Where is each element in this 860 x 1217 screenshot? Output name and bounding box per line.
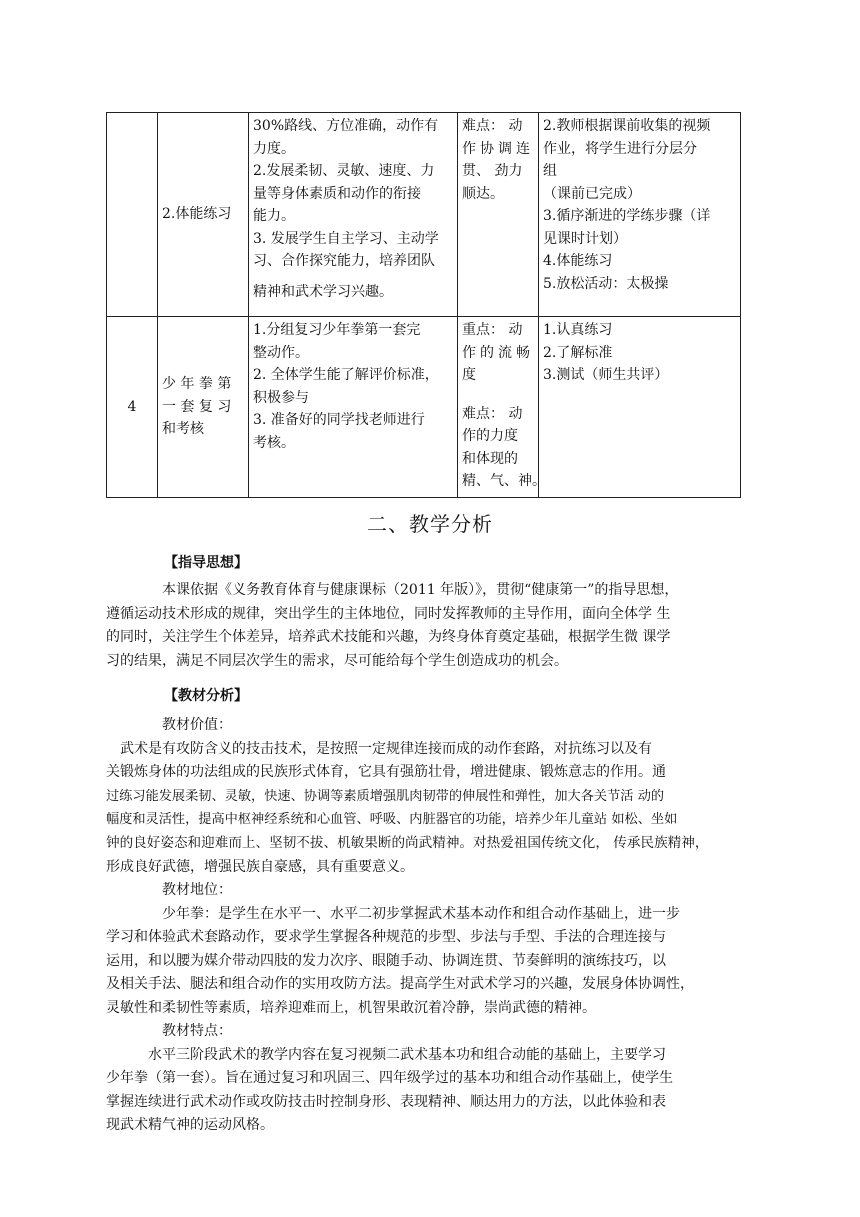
row-methods: 2.教师根据课前收集的视频 作业，将学生进行分层分 组 （课前已完成） 3.循序渐进的学练步骤（详 见课时计划） 4.体能练习 5.放松活动：太极操 <box>539 113 741 317</box>
row-methods: 1.认真练习 2.了解标准 3.测试（师生共评） <box>539 317 741 498</box>
table-row <box>107 113 741 317</box>
material-position: 教材地位： 少年拳：是学生在水平一、水平二初步掌握武术基本动作和组合动作基础上，进一步 学习和体验武术套路动作，要求学生掌握各种规范的步型、步法与手型、手法的合理连接与 运用，和以腰为媒介带动四肢的发力次序、眼随手动、协调连贯、节奏鲜明的演练技巧，以 及相关手法、腿法和组合动作的实用攻防方法。提高学生对武术学习的兴趣，发展身体协调性， 灵敏性和柔韧性等素质，培养迎难而上，机智果敢沉着冷静，崇尚武德的精神。 <box>106 882 694 1016</box>
material-feature: 教材特点： 水平三阶段武术的教学内容在复习视频二武术基本功和组合动能的基础上，主要学习 少年拳（第一套）。旨在通过复习和巩固三、四年级学过的基本功和组合动作基础上，使学生 掌握连续进行武术动作或攻防技击时控制身形、表现精神、顺达用力的方法，以此体验和表 现武术精气神的运动风格。 <box>106 1023 673 1134</box>
material-heading: 【教材分析】 <box>164 688 248 704</box>
row-number: 4 <box>107 317 158 498</box>
row-content-name: 2.体能练习 <box>158 113 249 317</box>
row-goals: 30%路线、方位准确，动作有 力度。 2.发展柔韧、灵敏、速度、力 量等身体素质和动作的衔接 能力。 3. 发展学生自主学习、主动学 习、合作探究能力，培养团队 精神和武术学习兴趣。 <box>249 113 458 317</box>
material-value: 教材价值： 武术是有攻防含义的技击技术，是按照一定规律连接而成的动作套路，对抗练习以及有 关锻炼身体的功法组成的民族形式体育，它具有强筋壮骨，增进健康、锻炼意志的作用。通 过练习能发展柔韧、灵敏，快速、协调等素质增强肌肉韧带的伸展性和弹性，加大各关节活 动的 幅度和灵活性，提高中枢神经系统和心血管、呼吸、内脏器官的功能，培养少年儿童站 如松、坐如 钟的良好姿态和迎难而上、坚韧不拔、机敏果断的尚武精神。对热爱祖国传统文化， 传承民族精神， 形成良好武德，增强民族自豪感，具有重要意义。 <box>106 717 709 875</box>
row-keypoints: 重点： 动 作的流畅 度 难点： 动 作的力度 和体现的 精、气、神。 <box>458 317 539 498</box>
lesson-table <box>106 112 741 498</box>
guiding-paragraph: 本课依据《义务教育体育与健康课标（2011 年版）》，贯彻“健康第一”的指导思想， 遵循运动技术形成的规律，突出学生的主体地位，同时发挥教师的主导作用，面向全体学 生 的同时，关注学生个体差异，培养武术技能和兴趣，为终身体育奠定基础，根据学生微 课学 习的结果，满足不同层次学生的需求，尽可能给每个学生创造成功的机会。 <box>106 582 679 669</box>
table-row <box>107 317 741 498</box>
row-goals: 1.分组复习少年拳第一套完 整动作。 2. 全体学生能了解评价标准， 积极参与 3. 准备好的同学找老师进行 考核。 <box>249 317 458 498</box>
row-keypoints: 难点： 动 作协调连 贯、 劲力 顺达。 <box>458 113 539 317</box>
guiding-heading: 【指导思想】 <box>164 555 248 571</box>
section-title: 二、教学分析 <box>367 512 493 536</box>
row-number <box>107 113 158 317</box>
row-content-name: 少 年 拳 第 一 套 复 习 和考核 <box>158 317 249 498</box>
